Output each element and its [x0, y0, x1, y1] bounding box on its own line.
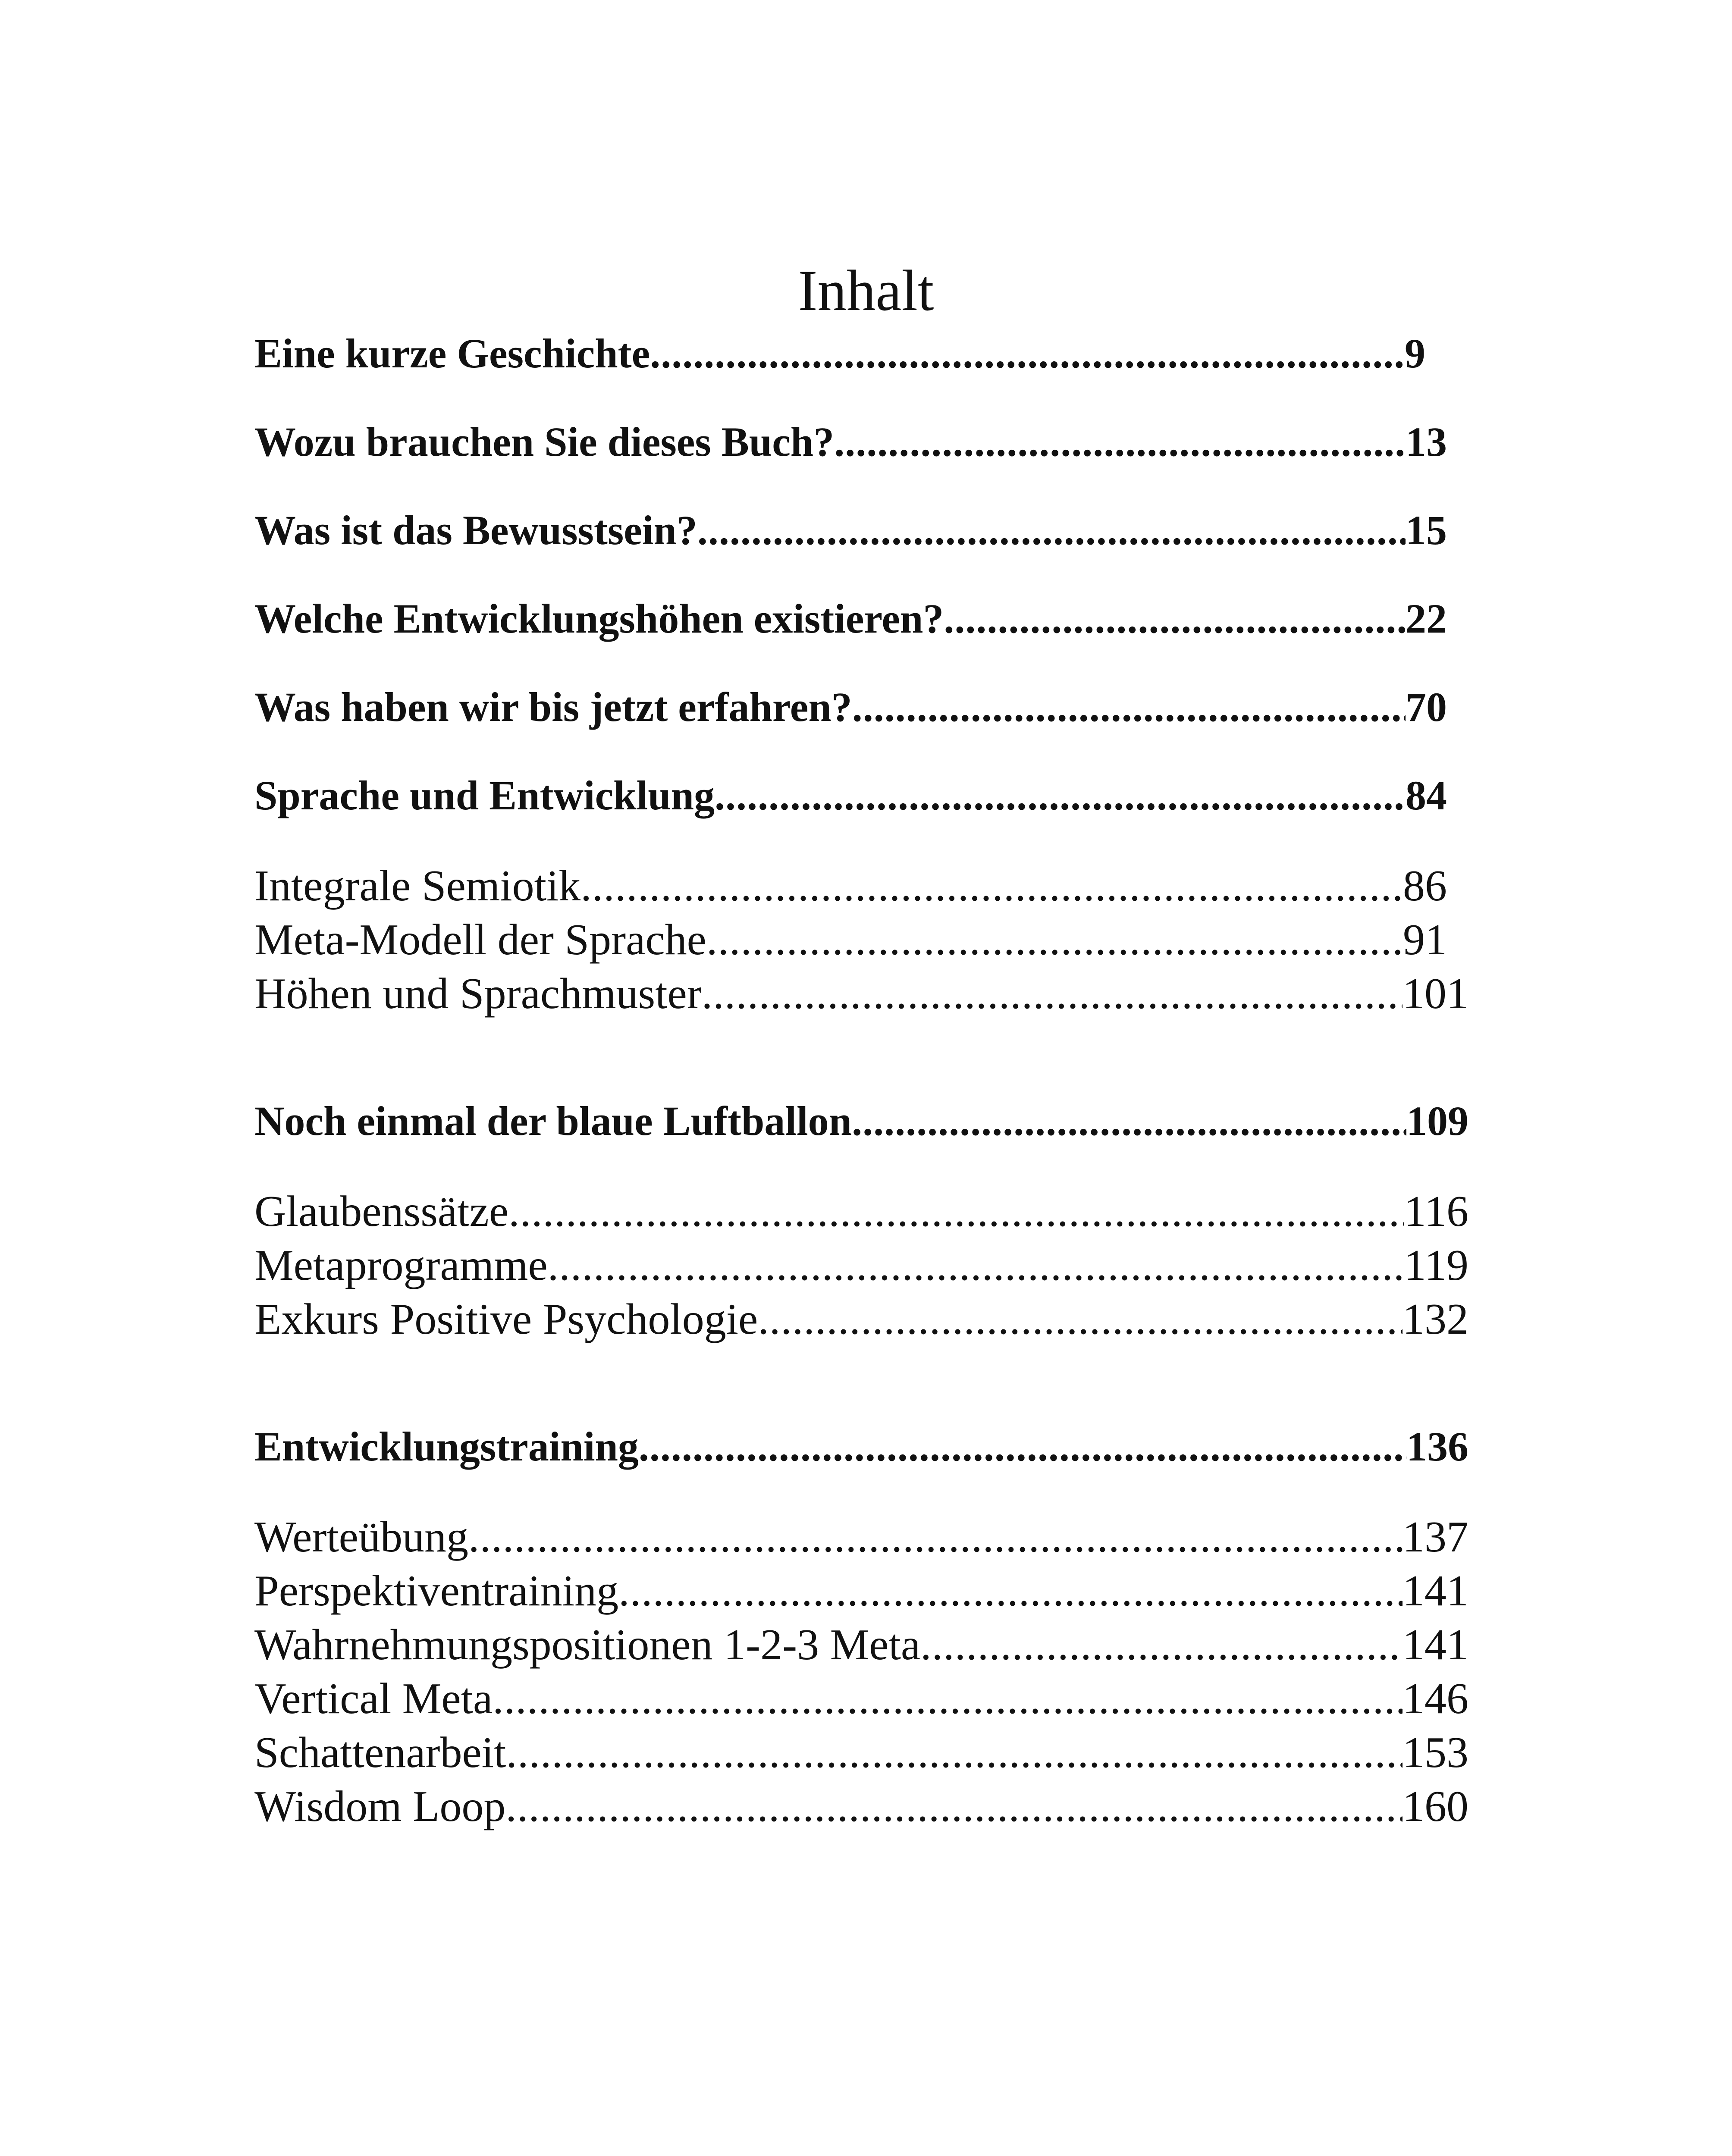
toc-page-number: 84	[1406, 772, 1447, 818]
toc-page-number: 141	[1403, 1620, 1468, 1669]
toc-page-number: 101	[1403, 969, 1468, 1018]
toc-leader-dots	[493, 1671, 1403, 1727]
toc-entry-title: Schattenarbeit	[254, 1728, 506, 1777]
toc-leader-dots	[702, 966, 1403, 1022]
toc-leader-dots	[834, 414, 1406, 470]
toc-entry-section[interactable]	[254, 1238, 1468, 1294]
toc-entry-title: Sprache und Entwicklung	[254, 772, 715, 818]
toc-entry-section[interactable]	[254, 1563, 1468, 1619]
toc-page-number: 70	[1406, 684, 1447, 730]
toc-page-number: 137	[1403, 1513, 1468, 1561]
toc-page-number: 22	[1406, 595, 1447, 642]
toc-page-number: 160	[1403, 1782, 1468, 1831]
toc-entry-section[interactable]	[254, 1184, 1468, 1240]
toc-page-number: 116	[1404, 1187, 1468, 1236]
toc-entry-chapter[interactable]	[254, 326, 1425, 382]
toc-page-number: 91	[1403, 915, 1447, 964]
toc-page-number: 132	[1403, 1295, 1468, 1344]
toc-entry-title: Noch einmal der blaue Luftballon	[254, 1098, 852, 1144]
toc-entry-section[interactable]	[254, 966, 1468, 1022]
toc-entry-title: Werteübung	[254, 1513, 468, 1561]
toc-entry-title: Vertical Meta	[254, 1674, 493, 1723]
toc-entry-title: Entwicklungstraining	[254, 1423, 639, 1470]
toc-entry-section[interactable]	[254, 1509, 1468, 1565]
toc-entry-title: Exkurs Positive Psychologie	[254, 1295, 758, 1344]
toc-entry-title: Metaprogramme	[254, 1241, 548, 1290]
toc-entry-chapter[interactable]	[254, 502, 1447, 558]
toc-leader-dots	[944, 591, 1406, 647]
toc-entry-title: Welche Entwicklungshöhen existieren?	[254, 595, 944, 642]
toc-entry-title: Wozu brauchen Sie dieses Buch?	[254, 419, 835, 465]
toc-entry-chapter[interactable]	[254, 1093, 1468, 1149]
toc-leader-dots	[852, 679, 1406, 735]
toc-entry-title: Höhen und Sprachmuster	[254, 969, 702, 1018]
toc-leader-dots	[650, 326, 1405, 382]
toc-leader-dots	[758, 1291, 1403, 1348]
toc-page-number: 15	[1406, 507, 1447, 553]
toc-entry-section[interactable]	[254, 1671, 1468, 1727]
toc-leader-dots	[639, 1419, 1406, 1475]
toc-leader-dots	[715, 768, 1406, 824]
toc-leader-dots	[580, 858, 1403, 914]
toc-page-number: 109	[1406, 1098, 1468, 1144]
page-title: Inhalt	[798, 259, 934, 323]
toc-page-number: 146	[1403, 1674, 1468, 1723]
toc-entry-chapter[interactable]	[254, 1419, 1468, 1475]
toc-leader-dots	[920, 1617, 1403, 1673]
toc-leader-dots	[508, 1184, 1404, 1240]
toc-leader-dots	[618, 1563, 1403, 1619]
toc-entry-title: Meta-Modell der Sprache	[254, 915, 706, 964]
toc-leader-dots	[706, 912, 1403, 968]
toc-entry-section[interactable]	[254, 1779, 1468, 1835]
toc-entry-title: Was ist das Bewusstsein?	[254, 507, 697, 553]
toc-entry-section[interactable]	[254, 912, 1447, 968]
toc-entry-section[interactable]	[254, 1725, 1468, 1781]
toc-entry-section[interactable]	[254, 858, 1447, 914]
toc-leader-dots	[548, 1238, 1404, 1294]
toc-page-number: 13	[1406, 419, 1447, 465]
toc-page-number: 141	[1403, 1567, 1468, 1615]
toc-entry-title: Eine kurze Geschichte	[254, 330, 650, 376]
toc-page-number: 153	[1403, 1728, 1468, 1777]
toc-leader-dots	[506, 1725, 1403, 1781]
toc-entry-title: Integrale Semiotik	[254, 862, 581, 910]
toc-page-number: 119	[1404, 1241, 1468, 1290]
toc-entry-title: Perspektiventraining	[254, 1567, 619, 1615]
toc-entry-title: Wahrnehmungspositionen 1-2-3 Meta	[254, 1620, 921, 1669]
toc-leader-dots	[505, 1779, 1403, 1835]
toc-page-number: 9	[1405, 330, 1425, 376]
toc-entry-chapter[interactable]	[254, 679, 1447, 735]
toc-leader-dots	[468, 1509, 1403, 1565]
toc-page-number: 136	[1406, 1423, 1468, 1470]
toc-entry-section[interactable]	[254, 1291, 1468, 1348]
toc-leader-dots	[697, 502, 1406, 558]
toc-page-number: 86	[1403, 862, 1447, 910]
toc-entry-title: Glaubenssätze	[254, 1187, 509, 1236]
toc-entry-section[interactable]	[254, 1617, 1468, 1673]
toc-entry-title: Wisdom Loop	[254, 1782, 506, 1831]
toc-entry-chapter[interactable]	[254, 591, 1447, 647]
toc-leader-dots	[852, 1093, 1406, 1149]
toc-entry-chapter[interactable]	[254, 414, 1447, 470]
toc-entry-chapter[interactable]	[254, 768, 1447, 824]
toc-entry-title: Was haben wir bis jetzt erfahren?	[254, 684, 852, 730]
